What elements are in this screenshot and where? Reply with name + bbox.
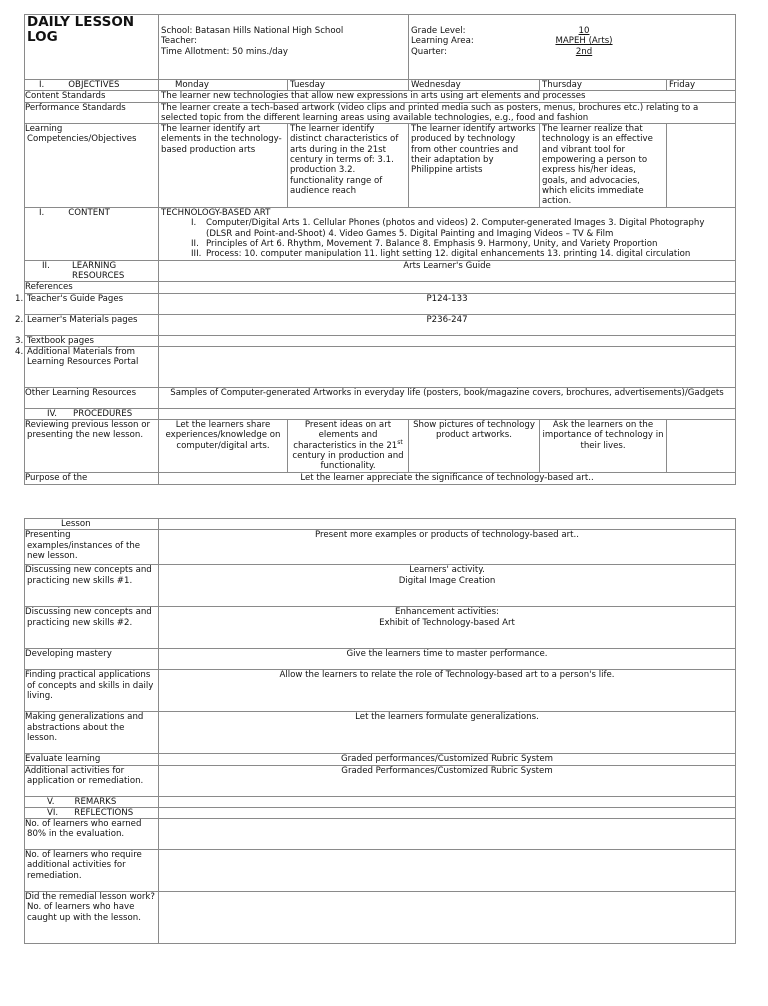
reviewing-wednesday: Show pictures of technology product artworks. [409,420,540,472]
discussing-1-row [25,565,736,607]
learners-materials-label: 2. Learner's Materials pages [25,314,159,335]
competencies-label: Learning Competencies/Objectives [25,124,159,208]
learning-area-label: Learning Area: [411,36,474,47]
evaluate-learning-value: Graded performances/Customized Rubric System [159,754,736,765]
content-heading: I. CONTENT [25,208,159,260]
learners-materials-value: P236-247 [159,314,736,335]
content-standards-row [25,91,736,102]
procedures-heading: IV. PROCEDURES [25,408,159,419]
practical-applications-row [25,670,736,712]
practical-applications-label: Finding practical applications of concepts and skills in daily living. [25,670,159,712]
learning-resources-value: Arts Learner's Guide [159,260,736,282]
learning-resources-row [25,260,736,282]
day-thursday: Thursday [540,80,667,91]
reviewing-label: Reviewing previous lesson or presenting the new lesson. [25,420,159,472]
references-label: References [25,282,159,293]
content-title: TECHNOLOGY-BASED ART [161,208,271,219]
quarter-label: Quarter: [411,46,447,57]
grade-level-value: 10 [578,26,590,36]
teachers-guide-value: P124-133 [159,293,736,314]
references-row [25,282,736,293]
performance-standards-text: The learner create a tech-based artwork (video clips and printed media such as posters, menus, brochures etc.) relating to a selected topic from the different learning areas using available technologies, e.g., food and fashion [159,102,736,124]
teachers-guide-label: 1. Teacher's Guide Pages [25,293,159,314]
reflection-b-row [25,850,736,892]
remarks-value [159,796,736,807]
remarks-row [25,796,736,807]
competency-friday [667,124,736,208]
teachers-guide-row [25,293,736,314]
content-item-2: II. Principles of Art 6. Rhythm, Movement 7. Balance 8. Emphasis 9. Harmony, Unity, and Variety Proportion [191,239,658,250]
textbook-row [25,335,736,346]
generalizations-row [25,712,736,754]
lesson-log-table-page-2 [24,518,736,944]
reflection-b-value [159,850,736,892]
teacher-label: Teacher: [161,36,198,47]
discussing-1-value: Learners' activity. Digital Image Creation [159,565,736,607]
discussing-2-label: Discussing new concepts and practicing new skills #2. [25,607,159,649]
practical-applications-value: Allow the learners to relate the role of Technology-based art to a person's life. [159,670,736,712]
competency-wednesday: The learner identify artworks produced by technology from other countries and their adaptation by Philippine artists [409,124,540,208]
purpose-continued-row [25,519,736,530]
reviewing-row [25,420,736,472]
generalizations-label: Making generalizations and abstractions about the lesson. [25,712,159,754]
grade-info [409,15,736,80]
procedures-heading-row [25,408,736,419]
competency-monday: The learner identify art elements in the technology-based production arts [159,124,288,208]
content-standards-text: The learner new technologies that allow new expressions in arts using art elements and processes [159,91,736,102]
additional-materials-label: 4. Additional Materials from Learning Resources Portal [25,346,159,387]
purpose-label: Purpose of the [25,472,159,484]
reviewing-monday: Let the learners share experiences/knowledge on computer/digital arts. [159,420,288,472]
learning-resources-heading: II. LEARNING RESOURCES [25,260,159,282]
quarter-value: 2nd [575,46,593,57]
reflections-heading: VI. REFLECTIONS [25,807,159,818]
day-monday: Monday [159,80,288,91]
competency-thursday: The learner realize that technology is an effective and vibrant tool for empowering a person to express his/her ideas, goals, and advocacies, which elicits immediate action. [540,124,667,208]
header-row [25,15,736,80]
learners-materials-row [25,314,736,335]
content-row [25,208,736,260]
discussing-2-value: Enhancement activities: Exhibit of Technology-based Art [159,607,736,649]
references-value [159,282,736,293]
generalizations-value: Let the learners formulate generalizations. [159,712,736,754]
evaluate-learning-label: Evaluate learning [25,754,159,765]
reflection-a-row [25,819,736,850]
presenting-examples-value: Present more examples or products of technology-based art.. [159,530,736,565]
textbook-value [159,335,736,346]
additional-materials-value [159,346,736,387]
objectives-heading-row [25,80,736,91]
additional-materials-row [25,346,736,387]
competencies-row [25,124,736,208]
performance-standards-label: Performance Standards [25,102,159,124]
reflection-c-label: Did the remedial lesson work? No. of learners who have caught up with the lesson. [25,892,159,944]
additional-activities-value: Graded Performances/Customized Rubric System [159,765,736,796]
other-resources-label: Other Learning Resources [25,387,159,408]
learning-area-value: MAPEH (Arts) [555,36,613,47]
reflections-value [159,807,736,818]
additional-activities-row [25,765,736,796]
content-text [159,208,736,260]
additional-activities-label: Additional activities for application or remediation. [25,765,159,796]
textbook-label: 3. Textbook pages [25,335,159,346]
time-allotment: Time Allotment: 50 mins./day [161,46,288,57]
purpose-value: Let the learner appreciate the significance of technology-based art.. [159,472,736,484]
purpose-row [25,472,736,484]
discussing-2-row [25,607,736,649]
objectives-heading: I. OBJECTIVES [25,80,159,91]
reviewing-tuesday: Present ideas on art elements and characteristics in the 21st century in production and functionality. [288,420,409,472]
developing-mastery-value: Give the learners time to master performance. [159,649,736,670]
content-item-1: I. Computer/Digital Arts 1. Cellular Phones (photos and videos) 2. Computer-generated Images 3. Digital Photography (DLSR and Point-and-Shoot) 4. Video Games 5. Digital Painting and Imaging Videos – TV & Film [191,218,705,239]
reflection-a-label: No. of learners who earned 80% in the evaluation. [25,819,159,850]
reflection-c-row [25,892,736,944]
remarks-heading: V. REMARKS [25,796,159,807]
school-name: School: Batasan Hills National High School [161,26,344,36]
other-resources-row [25,387,736,408]
purpose-label-continued: Lesson [25,519,159,530]
presenting-examples-label: Presenting examples/instances of the new lesson. [25,530,159,565]
day-tuesday: Tuesday [288,80,409,91]
reviewing-friday [667,420,736,472]
grade-level-label: Grade Level: [411,26,466,36]
reflection-b-label: No. of learners who require additional activities for remediation. [25,850,159,892]
reflections-row [25,807,736,818]
content-item-3: III. Process: 10. computer manipulation 11. light setting 12. digital enhancements 13. printing 14. digital circulation [191,249,691,260]
discussing-1-label: Discussing new concepts and practicing new skills #1. [25,565,159,607]
document-title: DAILY LESSON LOG [25,15,159,80]
day-wednesday: Wednesday [409,80,540,91]
reviewing-thursday: Ask the learners on the importance of technology in their lives. [540,420,667,472]
day-friday: Friday [667,80,736,91]
evaluate-learning-row [25,754,736,765]
developing-mastery-row [25,649,736,670]
other-resources-value: Samples of Computer-generated Artworks in everyday life (posters, book/magazine covers, brochures, advertisements)/Gadgets [159,387,736,408]
lesson-log-table-page-1 [15,14,736,485]
content-standards-label: Content Standards [25,91,159,102]
reflection-a-value [159,819,736,850]
performance-standards-row [25,102,736,124]
developing-mastery-label: Developing mastery [25,649,159,670]
reflection-c-value [159,892,736,944]
competency-tuesday: The learner identify distinct characteristics of arts during in the 21st century in terms of: 3.1. production 3.2. functionality range of audience reach [288,124,409,208]
school-info [159,15,409,80]
presenting-examples-row [25,530,736,565]
